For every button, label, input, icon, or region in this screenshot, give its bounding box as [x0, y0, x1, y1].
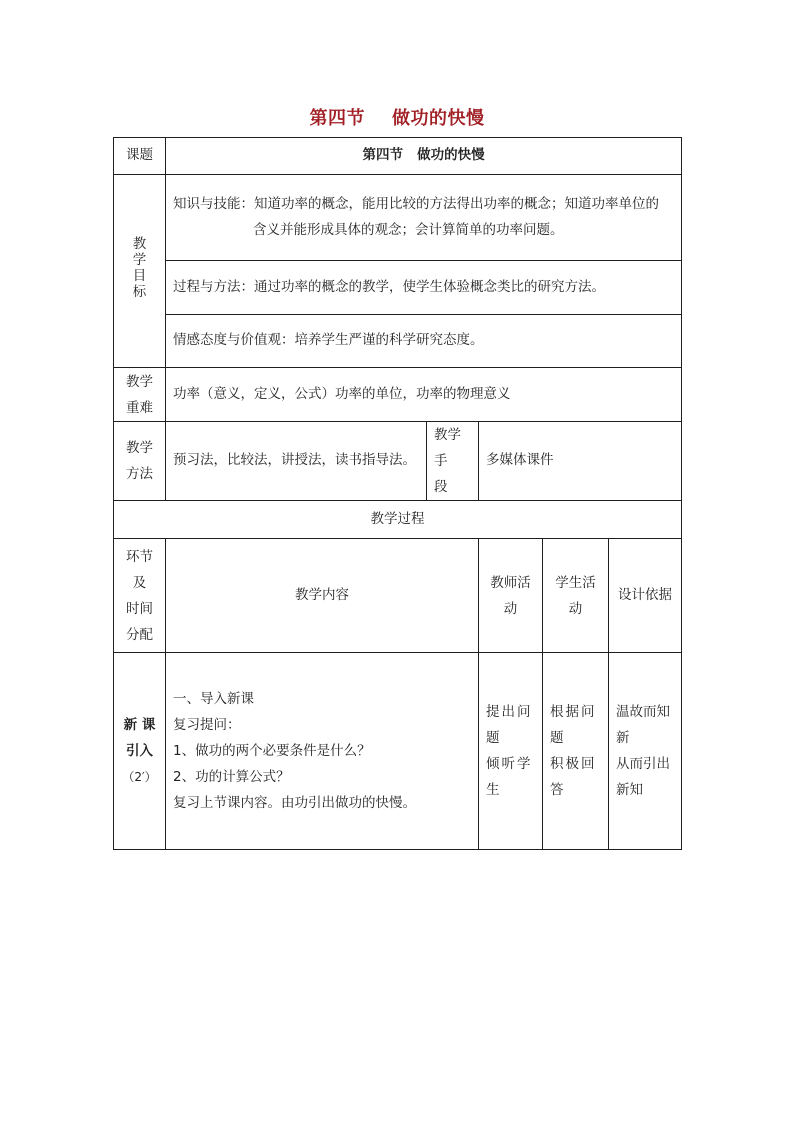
intro-content-line: 复习上节课内容。由功引出做功的快慢。 — [173, 795, 416, 811]
intro-row — [114, 653, 682, 850]
objective-process-row — [114, 261, 682, 315]
method-label-1: 教学 — [126, 440, 153, 456]
content-header: 教学内容 — [166, 539, 479, 653]
intro-content-line: 一、导入新课 — [173, 691, 254, 707]
intro-stage-3: （2′） — [122, 770, 157, 784]
topic-row — [114, 138, 682, 175]
objective-knowledge-line2: 含义并能形成具体的观念；会计算简单的功率问题。 — [253, 221, 564, 238]
intro-basis-line: 温故而知 — [616, 704, 670, 720]
intro-teacher-line: 题 — [486, 730, 502, 746]
objective-process: 过程与方法：通过功率的概念的教学，使学生体验概念类比的研究方法。 — [166, 261, 682, 315]
intro-content — [166, 653, 479, 850]
method-row — [114, 422, 682, 501]
intro-student — [543, 653, 609, 850]
objective-emotion: 情感态度与价值观：培养学生严谨的科学研究态度。 — [166, 315, 682, 368]
topic-value: 第四节 做功的快慢 — [166, 138, 682, 175]
stage-header — [114, 539, 166, 653]
intro-stage-2: 引入 — [126, 743, 153, 759]
objectives-label-text: 教学目标 — [132, 235, 147, 301]
method-label — [114, 422, 166, 501]
intro-content-line: 1、做功的两个必要条件是什么？ — [173, 743, 371, 759]
keypoints-label — [114, 368, 166, 422]
keypoints-label-1: 教学 — [126, 373, 153, 390]
process-columns-row — [114, 539, 682, 653]
keypoints-row — [114, 368, 682, 422]
stage-header-2: 及 — [132, 574, 147, 591]
intro-teacher — [479, 653, 543, 850]
intro-basis-line: 新 — [616, 730, 630, 746]
means-label — [427, 422, 479, 501]
method-value: 预习法，比较法，讲授法，读书指导法。 — [166, 422, 427, 501]
basis-header: 设计依据 — [609, 539, 682, 653]
document-title: 第四节 做功的快慢 — [309, 108, 485, 129]
stage-header-1: 环节 — [126, 548, 153, 565]
intro-basis — [609, 653, 682, 850]
keypoints-label-2: 重难 — [126, 399, 153, 416]
objective-knowledge-row — [114, 175, 682, 261]
intro-stage-1: 新 课 — [123, 717, 156, 733]
objective-emotion-row — [114, 315, 682, 368]
intro-stage — [114, 653, 166, 850]
intro-student-line: 根据问 — [550, 704, 597, 720]
keypoints-value: 功率（意义，定义，公式）功率的单位，功率的物理意义 — [166, 368, 682, 422]
process-header-row — [114, 501, 682, 539]
means-label-1: 教学手 — [434, 427, 461, 469]
intro-basis-line: 新知 — [616, 782, 643, 798]
lesson-plan-table — [113, 137, 682, 850]
intro-teacher-line: 提出问 — [486, 704, 533, 720]
student-header-2: 动 — [568, 600, 583, 617]
method-label-2: 方法 — [126, 466, 153, 482]
teacher-header-1: 教师活 — [490, 574, 531, 591]
teacher-header-2: 动 — [503, 600, 518, 617]
stage-header-3: 时间 — [126, 600, 153, 617]
process-header: 教学过程 — [114, 501, 682, 539]
objective-knowledge — [166, 175, 682, 261]
intro-teacher-line: 生 — [486, 782, 502, 798]
student-header — [543, 539, 609, 653]
intro-student-line: 积极回 — [550, 756, 597, 772]
intro-student-line: 题 — [550, 730, 566, 746]
intro-content-line: 2、功的计算公式？ — [173, 769, 290, 785]
student-header-1: 学生活 — [555, 574, 596, 591]
means-value: 多媒体课件 — [479, 422, 682, 501]
intro-basis-line: 从而引出 — [616, 756, 670, 772]
intro-content-line: 复习提问： — [173, 717, 241, 733]
topic-label: 课题 — [114, 138, 166, 175]
stage-header-4: 分配 — [126, 626, 153, 643]
objectives-label — [114, 175, 166, 368]
intro-teacher-line: 倾听学 — [486, 756, 533, 772]
teacher-header — [479, 539, 543, 653]
intro-student-line: 答 — [550, 782, 566, 798]
objective-knowledge-line1: 知识与技能：知道功率的概念，能用比较的方法得出功率的概念；知道功率单位的 — [173, 195, 659, 212]
means-label-2: 段 — [434, 479, 448, 495]
